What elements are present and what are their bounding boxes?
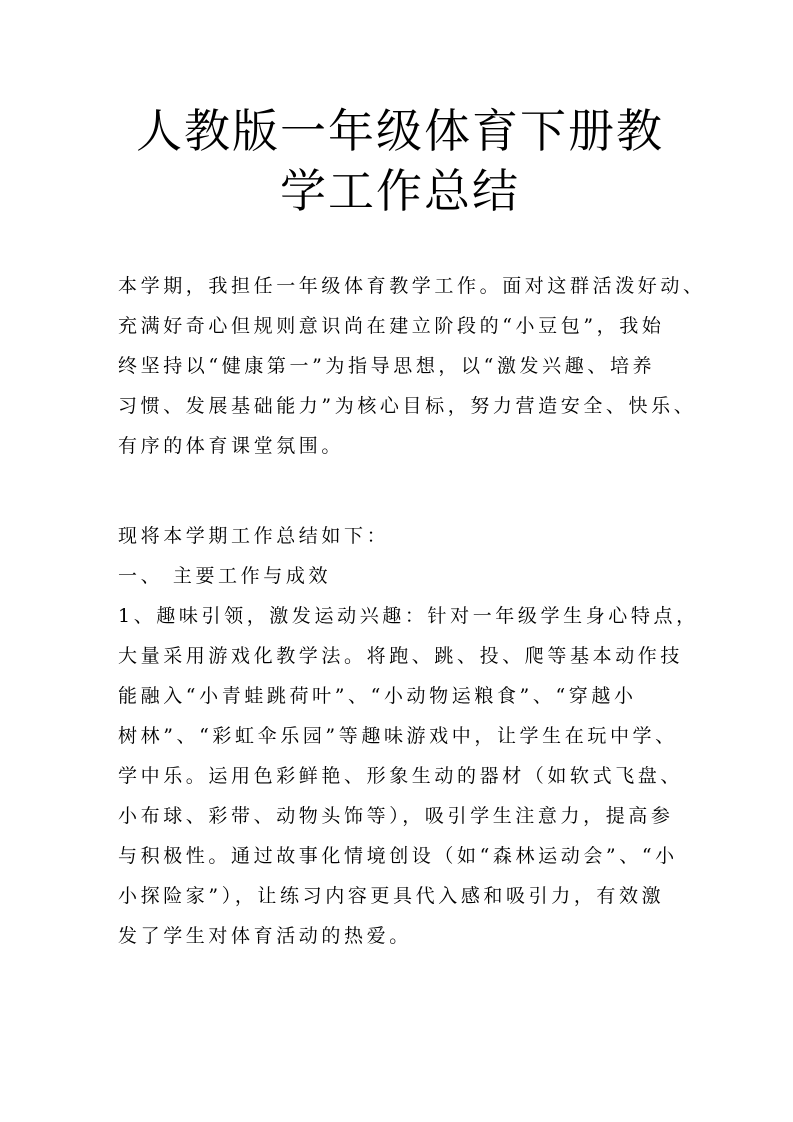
intro-line: 习惯、发展基础能力”为核心目标，努力营造安全、快乐、 <box>118 395 697 417</box>
item-line: 1、趣味引领，激发运动兴趣：针对一年级学生身心特点， <box>118 605 699 627</box>
document-title-line-2: 学工作总结 <box>280 164 520 218</box>
intro-line: 终坚持以“健康第一”为指导思想，以“激发兴趣、培养 <box>118 355 656 377</box>
document-title-line-1: 人教版一年级体育下册教 <box>136 104 664 158</box>
item-line: 树林”、“彩虹伞乐园”等趣味游戏中，让学生在玩中学、 <box>118 725 678 747</box>
item-line: 与积极性。通过故事化情境创设（如“森林运动会”、“小 <box>118 845 678 867</box>
intro-line: 本学期，我担任一年级体育教学工作。面对这群活泼好动、 <box>118 275 706 297</box>
item-line: 发了学生对体育活动的热爱。 <box>118 925 412 947</box>
summary-intro: 现将本学期工作总结如下： <box>118 525 390 547</box>
item-line: 能融入“小青蛙跳荷叶”、“小动物运粮食”、“穿越小 <box>118 685 637 707</box>
intro-line: 充满好奇心但规则意识尚在建立阶段的“小豆包”，我始 <box>118 315 665 337</box>
intro-line: 有序的体育课堂氛围。 <box>118 435 345 457</box>
item-line: 学中乐。运用色彩鲜艳、形象生动的器材（如软式飞盘、 <box>118 765 684 787</box>
section-heading: 一、 主要工作与成效 <box>118 565 332 587</box>
item-line: 小布球、彩带、动物头饰等），吸引学生注意力，提高参 <box>118 805 674 827</box>
item-line: 大量采用游戏化教学法。将跑、跳、投、爬等基本动作技 <box>118 645 684 667</box>
item-line: 小探险家”），让练习内容更具代入感和吸引力，有效激 <box>118 885 665 907</box>
